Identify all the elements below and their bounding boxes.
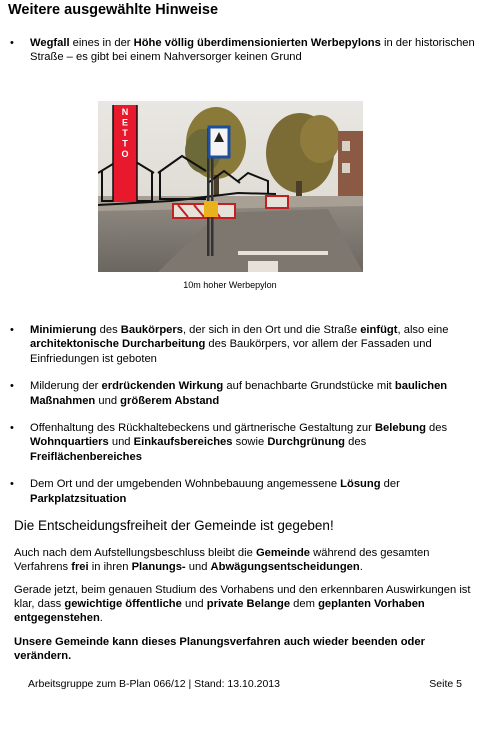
bullet-dot-icon: • [10,422,14,435]
text-run: des Baukörpers, vor allem der Fassaden und Einfriedungen ist geboten [30,338,432,365]
bold-text: Parkplatzsituation [30,492,127,505]
page-title: Weitere ausgewählte Hinweise [8,2,219,18]
text-run: während des gesamten Verfahrens [14,547,430,574]
text-run: , also eine [397,324,449,336]
text-run: des [96,324,121,336]
bullet-item [10,421,480,464]
footer-reference: Arbeitsgruppe zum B-Plan 066/12 | Stand: 13.10.2013 [28,678,280,690]
bold-text: private Belange [206,598,291,611]
bold-text: Wegfall [30,37,70,49]
page-number: Seite 5 [429,678,462,690]
bold-text: Baukörpers [120,324,183,336]
text-run: und [95,394,121,407]
text-run: dem [290,598,319,611]
text-run: sowie [232,436,268,449]
bold-text: Planungs- [131,561,186,574]
bullet-item [10,477,480,506]
paragraph-concerns [14,583,484,626]
bold-text: erdrückenden Wirkung [101,380,224,393]
section-heading: Die Entscheidungsfreiheit der Gemeinde ist gegeben! [14,518,334,533]
bullet-dot-icon: • [10,478,14,491]
bold-text: Belebung [374,422,426,435]
bold-text: Höhe völlig überdimensionierten Werbepylons [133,37,381,49]
text-run: der [380,478,400,491]
bold-text: gewichtige öffentliche [64,598,182,611]
text-run: und [181,598,207,611]
text-run: Milderung der [30,380,102,393]
text-run: Gerade jetzt, beim genauen Studium des Vorhabens und den erkennbaren Auswirkungen ist klar, dass [14,584,471,611]
pylon-label: N E T T O [121,107,129,159]
text-run: auf benachbarte Grundstücke mit [223,380,395,393]
bold-text: Unsere Gemeinde kann dieses Planungsverfahren auch wieder beenden oder verändern. [14,636,425,663]
bullet-text [30,36,480,65]
bullet-dot-icon: • [10,324,14,336]
text-run: in ihren [88,561,132,574]
text-run: eines in der [69,37,134,49]
text-run: des [425,422,448,435]
bullet-text [30,379,480,408]
figure-caption: 10m hoher Werbepylon [183,280,277,290]
bold-text: Einkaufsbereiches [133,436,233,449]
text-run: , der sich in den Ort und die Straße [182,324,361,336]
bold-text: geplanten Vorhaben entgegenstehen [14,598,425,625]
bold-text: größerem Abstand [120,394,220,407]
bold-text: Gemeinde [255,547,311,559]
text-run: Offenhaltung des Rückhaltebeckens und gärtnerische Gestaltung zur [30,422,375,435]
bold-text: frei [71,561,89,574]
bold-text: baulichen Maßnahmen [30,380,448,407]
text-run: Auch nach dem Aufstellungsbeschluss bleibt die [14,547,256,559]
bullet-list-top [10,36,480,65]
bullet-text [30,323,480,366]
bullet-item [10,36,480,65]
bullet-dot-icon: • [10,380,14,393]
bullet-item [10,379,480,408]
bold-text: Durchgrünung [267,436,346,449]
bullet-dot-icon: • [10,37,14,49]
bullet-item [10,323,480,366]
bold-text: Minimierung [30,324,97,336]
text-run: und [185,561,211,574]
text-run: Dem Ort und der umgebenden Wohnbebauung angemessene [30,478,341,491]
text-run: und [108,436,134,449]
bullet-text [30,421,480,464]
bold-text: Lösung [340,478,381,491]
bold-text: Freiflächenbereiches [30,450,142,463]
text-run: des [345,436,367,449]
paragraph-freedom [14,546,484,574]
bold-text: architektonische Durcharbeitung [30,338,206,351]
street-photo [98,101,363,272]
text-run: in der historischen Straße – es gibt bei einem Nahversorger keinen Grund [30,37,475,64]
bullet-text [30,477,480,506]
bold-text: Wohnquartiers [30,436,109,449]
text-run: . [99,612,103,625]
text-run: . [359,561,363,574]
bold-text: Abwägungsentscheidungen [210,561,360,574]
bullet-list-requirements [10,323,480,519]
bold-text: einfügt [360,324,398,336]
paragraph-conclusion [14,635,484,663]
